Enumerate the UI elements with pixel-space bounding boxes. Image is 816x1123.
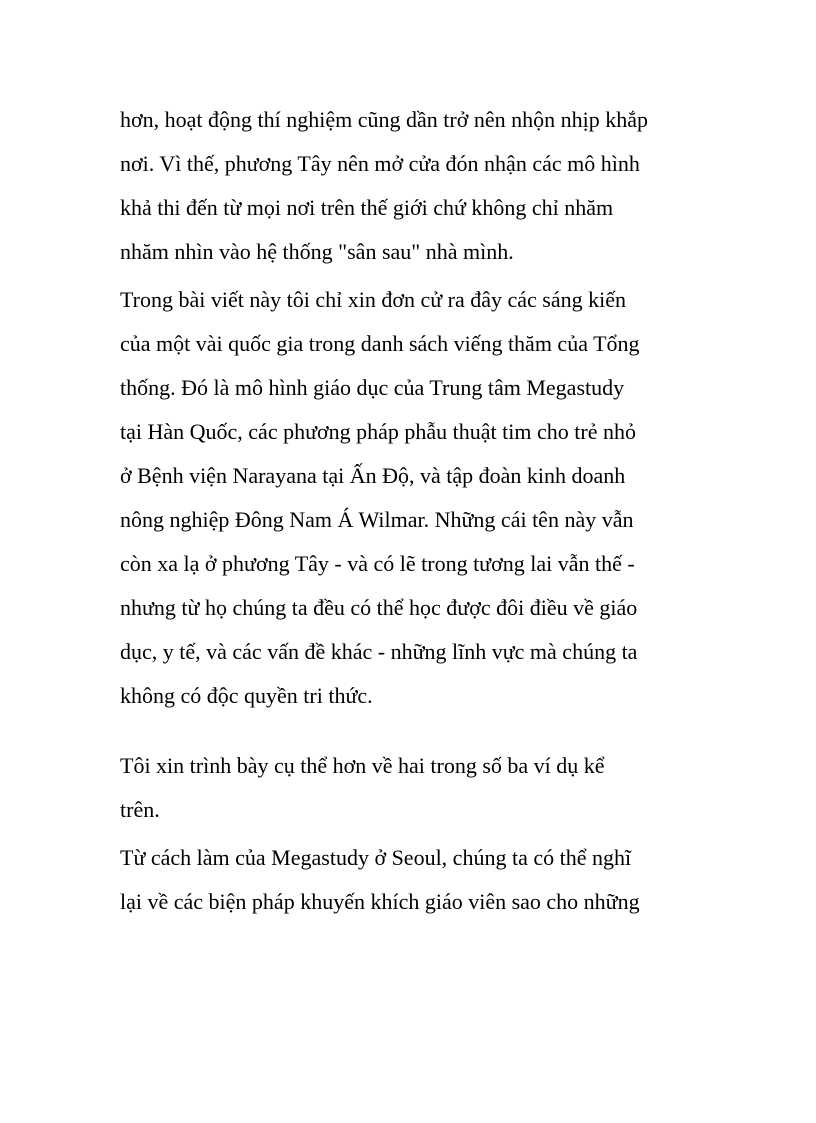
text-line: nơi. Vì thế, phương Tây nên mở cửa đón nhận các mô hình	[120, 151, 640, 176]
text-line: Trong bài viết này tôi chỉ xin đơn cử ra đây các sáng kiến	[120, 287, 627, 312]
text-line: Tôi xin trình bày cụ thể hơn về hai trong số ba ví dụ kể	[120, 753, 605, 778]
text-line: nông nghiệp Đông Nam Á Wilmar. Những cái tên này vẫn	[120, 507, 634, 532]
text-line: nhưng từ họ chúng ta đều có thể học được đôi điều về giáo	[120, 595, 638, 620]
body-text	[120, 98, 710, 924]
text-line: của một vài quốc gia trong danh sách viếng thăm của Tổng	[120, 331, 640, 356]
text-line: Từ cách làm của Megastudy ở Seoul, chúng ta có thể nghĩ	[120, 845, 632, 870]
text-line: lại về các biện pháp khuyến khích giáo viên sao cho những	[120, 889, 640, 914]
paragraph-4	[120, 836, 710, 924]
text-line: hơn, hoạt động thí nghiệm cũng dần trở nên nhộn nhịp khắp	[120, 107, 648, 132]
text-line: nhăm nhìn vào hệ thống "sân sau" nhà mình.	[120, 239, 514, 264]
text-line: khả thi đến từ mọi nơi trên thế giới chứ không chỉ nhăm	[120, 195, 614, 220]
text-line: không có độc quyền tri thức.	[120, 683, 373, 708]
text-line: trên.	[120, 797, 160, 822]
text-line: ở Bệnh viện Narayana tại Ấn Độ, và tập đoàn kinh doanh	[120, 463, 626, 488]
paragraph-3	[120, 744, 710, 832]
paragraph-1	[120, 98, 710, 274]
text-line: dục, y tế, và các vấn đề khác - những lĩnh vực mà chúng ta	[120, 639, 638, 664]
text-line: còn xa lạ ở phương Tây - và có lẽ trong tương lai vẫn thế -	[120, 551, 635, 576]
paragraph-spacer	[120, 718, 710, 744]
text-line: tại Hàn Quốc, các phương pháp phẫu thuật tim cho trẻ nhỏ	[120, 419, 636, 444]
paragraph-2	[120, 278, 710, 718]
text-line: thống. Đó là mô hình giáo dục của Trung tâm Megastudy	[120, 375, 625, 400]
